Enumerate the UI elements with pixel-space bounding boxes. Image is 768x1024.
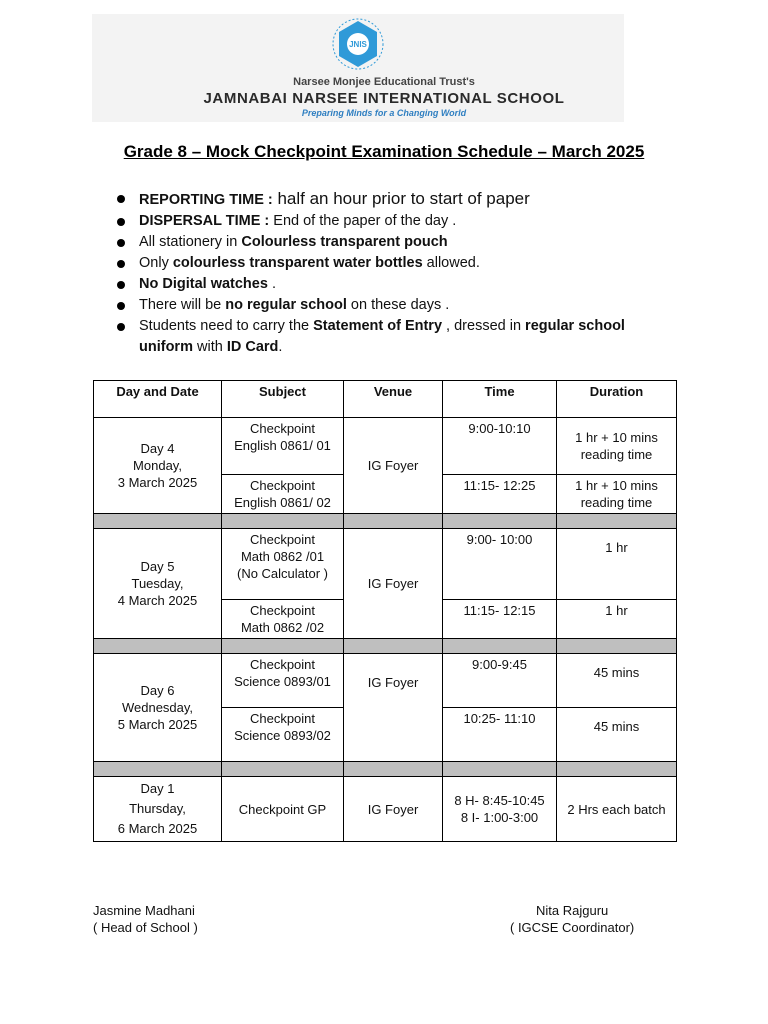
header-subject: Subject xyxy=(222,381,344,418)
separator-row xyxy=(94,762,677,777)
separator-row xyxy=(94,514,677,529)
duration-cell: 1 hr + 10 mins reading time xyxy=(557,475,677,514)
duration-cell: 1 hr + 10 mins reading time xyxy=(557,418,677,475)
list-item: Only colourless transparent water bottles allowed. xyxy=(112,253,672,274)
signatory-name: Jasmine Madhani xyxy=(93,903,195,918)
table-row xyxy=(94,654,677,708)
header-day-date: Day and Date xyxy=(94,381,222,418)
day-date-cell: Day 4 Monday, 3 March 2025 xyxy=(94,418,222,514)
list-item: REPORTING TIME : half an hour prior to start of paper xyxy=(112,188,672,211)
time-cell: 8 H- 8:45-10:45 8 I- 1:00-3:00 xyxy=(443,777,557,842)
school-emblem-icon xyxy=(330,16,386,72)
table-row xyxy=(94,777,677,842)
list-item: All stationery in Colourless transparent pouch xyxy=(112,232,672,253)
header-venue: Venue xyxy=(344,381,443,418)
duration-cell: 1 hr xyxy=(557,600,677,639)
time-cell: 10:25- 11:10 xyxy=(443,708,557,762)
table-row xyxy=(94,418,677,475)
list-item: DISPERSAL TIME : End of the paper of the day . xyxy=(112,211,672,232)
time-cell: 11:15- 12:25 xyxy=(443,475,557,514)
venue-cell: IG Foyer xyxy=(344,654,443,762)
page-title: Grade 8 – Mock Checkpoint Examination Schedule – March 2025 xyxy=(123,142,645,161)
subject-cell: Checkpoint Math 0862 /02 xyxy=(222,600,344,639)
instructions-list xyxy=(112,188,672,358)
duration-cell: 45 mins xyxy=(557,708,677,762)
subject-cell: Checkpoint Math 0862 /01 (No Calculator ) xyxy=(222,529,344,600)
signatory-role: ( IGCSE Coordinator) xyxy=(510,920,635,935)
time-cell: 9:00-9:45 xyxy=(443,654,557,708)
list-item: Students need to carry the Statement of Entry , dressed in regular school uniform with ID Card. xyxy=(112,316,672,358)
signature-igcse-coordinator xyxy=(510,902,634,936)
day-date-cell: Day 6 Wednesday, 5 March 2025 xyxy=(94,654,222,762)
time-cell: 9:00- 10:00 xyxy=(443,529,557,600)
school-tagline: Preparing Minds for a Changing World xyxy=(301,108,467,118)
duration-cell: 2 Hrs each batch xyxy=(557,777,677,842)
table-header-row xyxy=(94,381,677,418)
subject-cell: Checkpoint English 0861/ 02 xyxy=(222,475,344,514)
table-row xyxy=(94,529,677,600)
signatory-role: ( Head of School ) xyxy=(93,920,198,935)
venue-cell: IG Foyer xyxy=(344,529,443,639)
logo-text: JNIS xyxy=(349,40,367,49)
list-item: No Digital watches . xyxy=(112,274,672,295)
school-name: JAMNABAI NARSEE INTERNATIONAL SCHOOL xyxy=(203,90,565,107)
subject-cell: Checkpoint Science 0893/01 xyxy=(222,654,344,708)
venue-cell: IG Foyer xyxy=(344,418,443,514)
duration-cell: 1 hr xyxy=(557,529,677,600)
header-time: Time xyxy=(443,381,557,418)
list-item: There will be no regular school on these days . xyxy=(112,295,672,316)
subject-cell: Checkpoint English 0861/ 01 xyxy=(222,418,344,475)
time-cell: 11:15- 12:15 xyxy=(443,600,557,639)
duration-cell: 45 mins xyxy=(557,654,677,708)
separator-row xyxy=(94,639,677,654)
subject-cell: Checkpoint Science 0893/02 xyxy=(222,708,344,762)
header-duration: Duration xyxy=(557,381,677,418)
day-date-cell: Day 5 Tuesday, 4 March 2025 xyxy=(94,529,222,639)
day-date-cell: Day 1 Thursday, 6 March 2025 xyxy=(94,777,222,842)
exam-schedule-table xyxy=(93,380,677,842)
signature-head-of-school xyxy=(93,902,198,936)
signatory-name: Nita Rajguru xyxy=(536,903,609,918)
trust-name: Narsee Monjee Educational Trust's xyxy=(293,76,475,88)
time-cell: 9:00-10:10 xyxy=(443,418,557,475)
venue-cell: IG Foyer xyxy=(344,777,443,842)
subject-cell: Checkpoint GP xyxy=(222,777,344,842)
